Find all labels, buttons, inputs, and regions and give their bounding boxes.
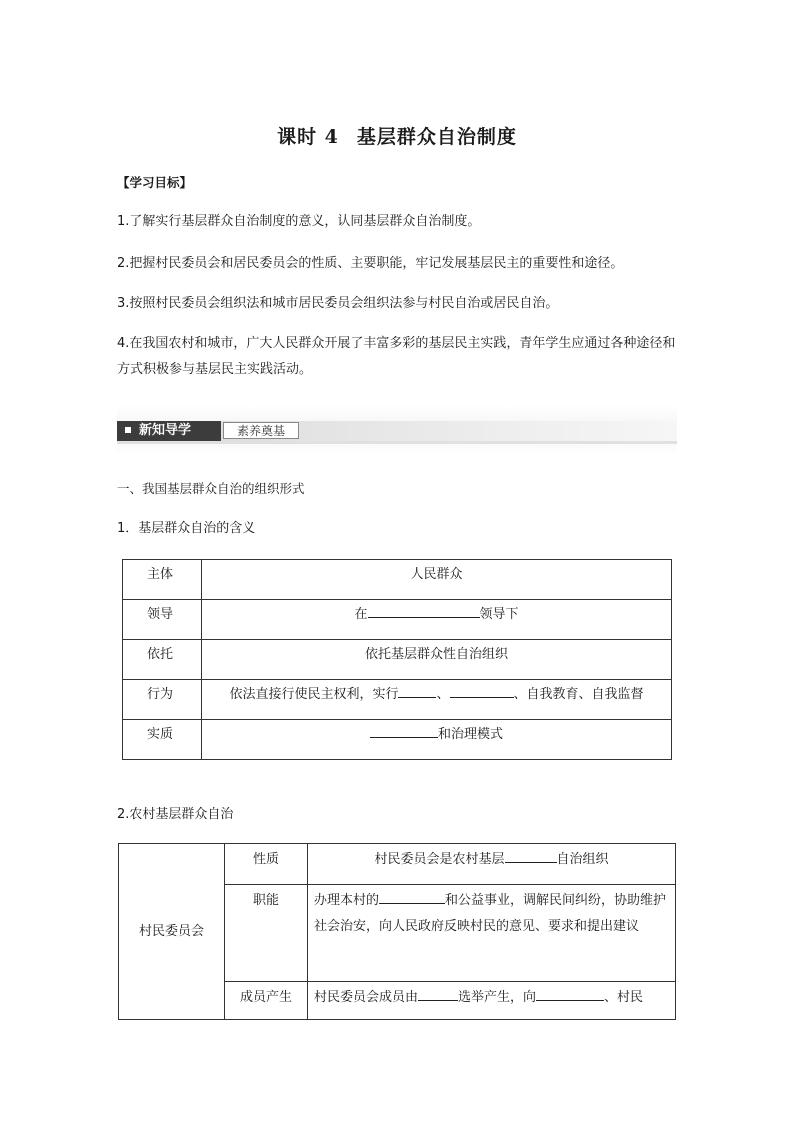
fill-in-blank[interactable] [370,723,438,738]
square-bullet-icon [125,427,131,433]
village-committee-table [118,843,676,1020]
row-label: 实质 [123,720,202,760]
objectives-heading: 【学习目标】 [117,175,193,190]
objective-item: 2.把握村民委员会和居民委员会的性质、主要职能，牢记发展基层民主的重要性和途径。 [117,256,624,271]
lesson-number: 课时 4 [277,126,339,148]
field-value [308,885,676,982]
text-after-blank: 自治组织 [556,852,609,867]
text-after-blank: 领导下 [479,607,519,622]
fill-in-blank[interactable] [450,683,514,698]
objective-item: 1.了解实行基层群众自治制度的意义，认同基层群众自治制度。 [117,214,481,229]
fill-in-blank[interactable] [379,889,445,904]
table-row [123,600,672,640]
subsection-heading: 2.农村基层群众自治 [117,807,234,822]
row-value [202,720,672,760]
text-after-blank: 和治理模式 [437,727,503,742]
lesson-title: 基层群众自治制度 [356,126,517,148]
row-label: 领导 [123,600,202,640]
objective-item: 3.按照村民委员会组织法和城市居民委员会组织法参与村民自治或居民自治。 [117,296,559,311]
table-row [123,640,672,680]
organization-cell: 村民委员会 [119,844,225,1020]
row-label: 依托 [123,640,202,680]
objective-item: 4.在我国农村和城市，广大人民群众开展了丰富多彩的基层民主实践，青年学生应通过各种途径和方式积极参与基层民主实践活动。 [117,336,676,377]
text-before-blank: 村民委员会成员由 [314,990,419,1005]
fill-in-blank[interactable] [368,603,480,618]
banner-primary-tag [117,421,221,441]
row-value: 人民群众 [202,560,672,600]
text-between-blanks: 、 [436,687,450,702]
fill-in-blank[interactable] [398,683,436,698]
field-value [308,844,676,885]
field-label: 成员产生 [225,982,308,1020]
self-governance-meaning-table [122,559,672,760]
row-value: 依托基层群众性自治组织 [202,640,672,680]
page-title [0,122,794,149]
text-after-blank: 和公益事业，调解民间纠纷，协助维护社会治安，向人民政府反映村民的意见、要求和提出建议 [314,893,667,934]
field-label: 性质 [225,844,308,885]
banner-secondary-tag: 素养奠基 [223,422,299,439]
subsection-heading: 1．基层群众自治的含义 [117,521,256,536]
text-before-blank: 在 [354,607,368,622]
row-label: 行为 [123,680,202,720]
text-before-blank: 办理本村的 [314,893,380,908]
table-row [123,680,672,720]
text-before-blank: 村民委员会是农村基层 [374,852,505,867]
table-row [123,720,672,760]
text-after-blank: 、自我教育、自我监督 [513,687,644,702]
section-banner [117,405,677,455]
text-before-blank: 依法直接行使民主权利，实行 [229,687,399,702]
text-between-blanks: 选举产生，向 [458,990,537,1005]
field-value [308,982,676,1020]
text-after-blank: 、村民 [604,990,644,1005]
table-row [119,844,676,885]
table-row [123,560,672,600]
field-label: 职能 [225,885,308,982]
row-value [202,600,672,640]
fill-in-blank[interactable] [536,986,604,1001]
row-label: 主体 [123,560,202,600]
row-value [202,680,672,720]
fill-in-blank[interactable] [418,986,458,1001]
banner-primary-label: 新知导学 [139,423,192,438]
section-heading: 一、我国基层群众自治的组织形式 [117,481,305,496]
fill-in-blank[interactable] [505,848,557,863]
